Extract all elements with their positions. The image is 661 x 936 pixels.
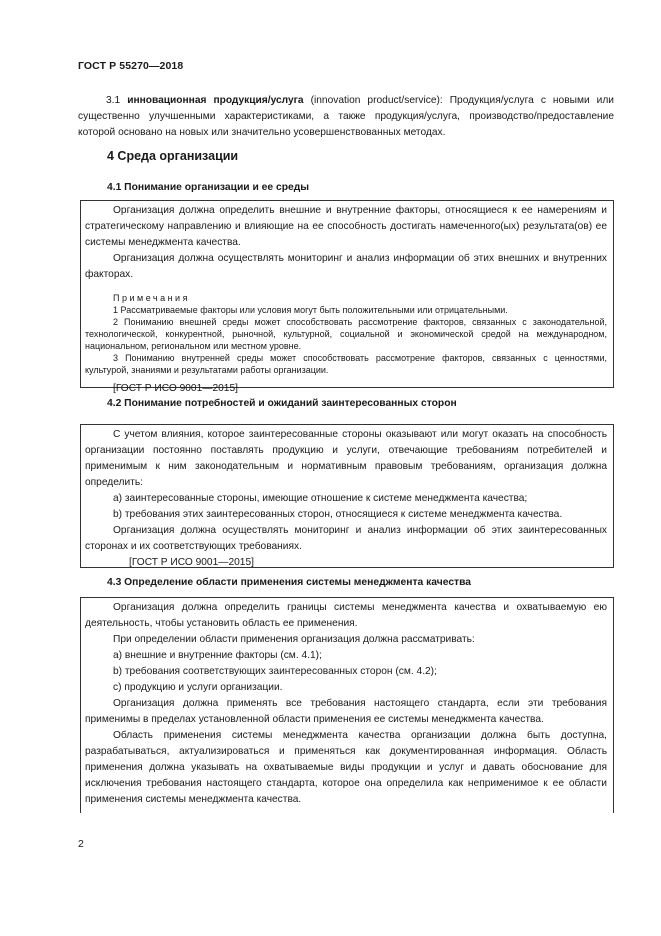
s43-paragraph-1: Организация должна определить границы системы менеджмента качества и охватываемую ею деятельность, чтобы установить область ее применения. <box>85 602 607 629</box>
note-2: 2 Пониманию внешней среды может способствовать рассмотрение факторов, связанных с законодательной, технологической, конкурентной, рыночной, культурной, социальной и экономической средой на международном, национальном, региональном или местном уровне. <box>85 317 607 351</box>
s42-paragraph-2: Организация должна осуществлять мониторинг и анализ информации об этих заинтересованных сторонах и их соответствующих требованиях. <box>85 525 607 552</box>
s43-paragraph-3: Организация должна применять все требования настоящего стандарта, если эти требования применимы в пределах установленной области применения ее системы менеджмента качества. <box>85 698 607 725</box>
quote-box-4-2 <box>80 424 614 568</box>
s43-item-c: c) продукцию и услуги организации. <box>113 682 283 693</box>
s42-paragraph-1: С учетом влияния, которое заинтересованные стороны оказывают или могут оказать на способность организации постоянно поставлять продукцию и услуги, отвечающие требованиям потребителей и применимым к ним законодательным и нормативным правовым требованиям, организация должна определить: <box>85 429 607 488</box>
s42-item-b: b) требования этих заинтересованных сторон, относящиеся к системе менеджмента качества. <box>113 509 563 520</box>
s42-reference: [ГОСТ Р ИСО 9001—2015] <box>129 557 254 568</box>
section-4-3-title: 4.3 Определение области применения системы менеджмента качества <box>107 577 472 588</box>
page-number: 2 <box>78 838 84 850</box>
s43-paragraph-4: Область применения системы менеджмента качества организации должна быть доступна, разрабатываться, актуализироваться и применяться как документированная информация. Область применения должна указывать на охватываемые виды продукции и услуг и давать обоснование для исключения требования настоящего стандарта, которое она определила как неприменимое к ее области применения системы менеджмента качества. <box>85 730 607 805</box>
s42-item-a: a) заинтересованные стороны, имеющие отношение к системе менеджмента качества; <box>113 493 528 504</box>
notes-heading: Примечания <box>113 293 190 303</box>
s43-paragraph-2: При определении области применения организация должна рассматривать: <box>113 634 475 645</box>
term-definition <box>78 93 614 141</box>
s43-item-a: a) внешние и внутренние факторы (см. 4.1); <box>113 650 322 661</box>
note-1: 1 Рассматриваемые факторы или условия могут быть положительными или отрицательными. <box>113 305 508 315</box>
document-header: ГОСТ Р 55270—2018 <box>78 60 184 72</box>
s41-reference: [ГОСТ Р ИСО 9001—2015] <box>113 383 238 394</box>
s41-paragraph-2: Организация должна осуществлять мониторинг и анализ информации об этих внешних и внутренних факторах. <box>85 253 607 280</box>
term-text: (innovation product/service): Продукция/услуга с новыми или существенно улучшенными характеристиками, а также продукция/услуга, производство/предоставление которой основано на новых или значительно усовершенствованных методах. <box>78 95 614 138</box>
section-4-1-title: 4.1 Понимание организации и ее среды <box>107 182 310 193</box>
s43-item-b: b) требования соответствующих заинтересованных сторон (см. 4.2); <box>113 666 437 677</box>
quote-box-4-3 <box>80 597 614 813</box>
term-number: 3.1 <box>106 95 121 106</box>
s41-paragraph-1: Организация должна определить внешние и внутренние факторы, относящиеся к ее намерениям и стратегическому направлению и влияющие на ее способность достигать намеченного(ых) результата(ов) ее системы менеджмента качества. <box>85 205 607 248</box>
section-4-title: 4 Среда организации <box>107 149 239 163</box>
section-4-2-title: 4.2 Понимание потребностей и ожиданий заинтересованных сторон <box>107 398 457 409</box>
term-name: инновационная продукция/услуга <box>127 95 304 106</box>
note-3: 3 Пониманию внутренней среды может способствовать рассмотрение факторов, связанных с ценностями, культурой, знаниями и результатами работы организации. <box>85 353 607 375</box>
quote-box-4-1 <box>80 200 614 394</box>
